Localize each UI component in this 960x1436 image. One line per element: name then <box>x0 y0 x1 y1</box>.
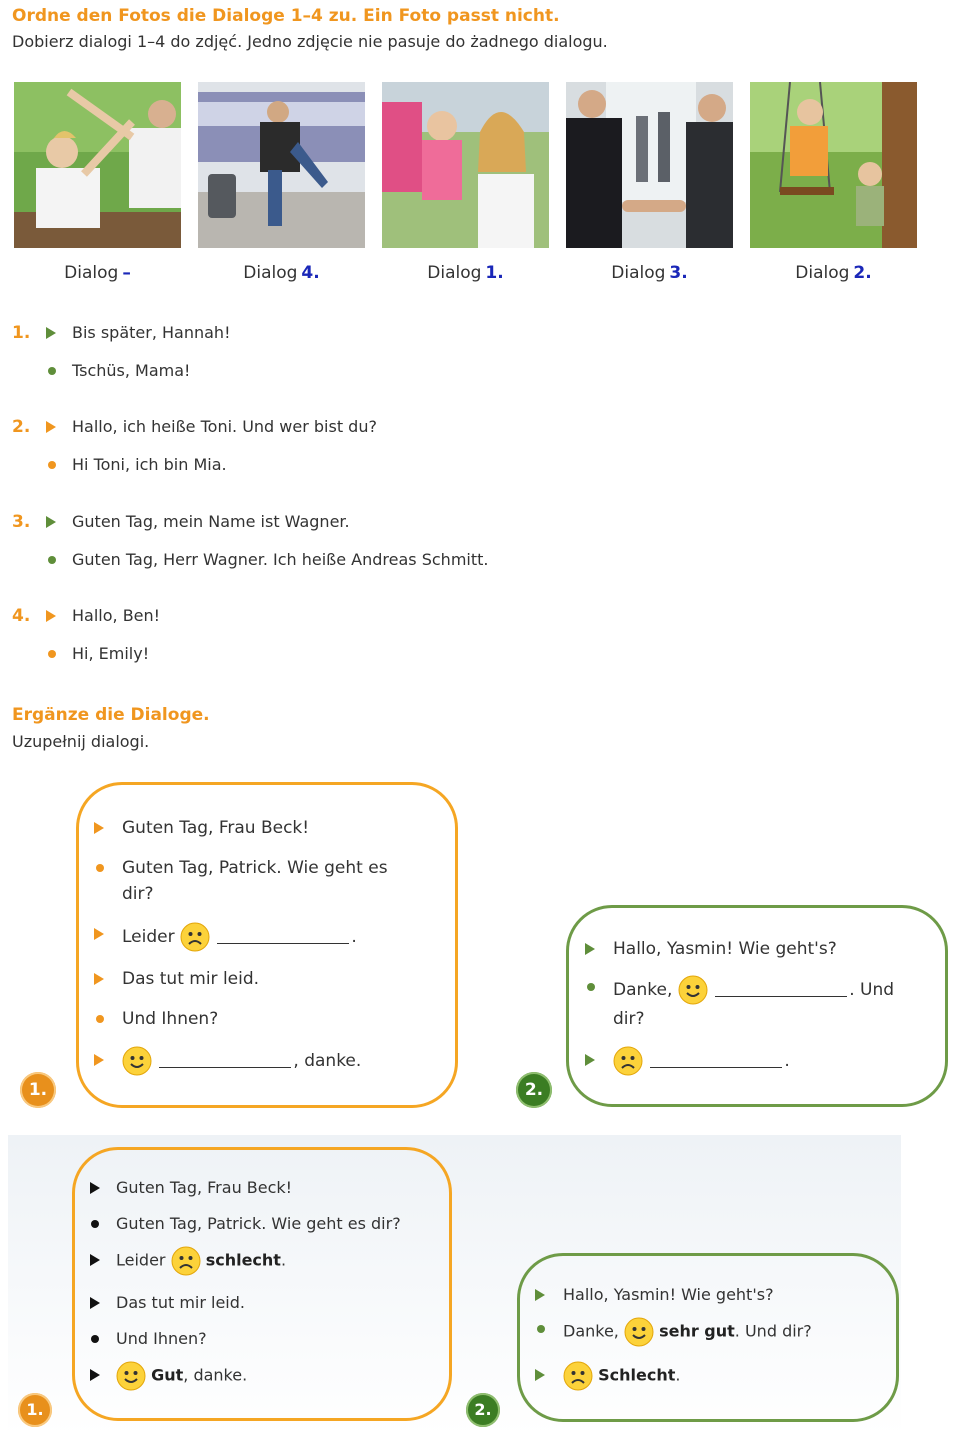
answer2-line-3: Schlecht. <box>563 1361 680 1391</box>
dialog-4-line-a: Hallo, Ben! <box>72 606 161 625</box>
photo-5-answer: 2. <box>853 263 872 283</box>
triangle-bullet-icon <box>585 943 597 955</box>
box-2-badge: 2. <box>516 1072 552 1108</box>
triangle-bullet-icon <box>585 1054 597 1066</box>
triangle-bullet-icon <box>46 610 58 622</box>
sad-face-icon <box>180 922 210 952</box>
dialog-3-line-a: Guten Tag, mein Name ist Wagner. <box>72 512 350 531</box>
answer-blank[interactable] <box>715 983 847 997</box>
happy-face-icon <box>678 975 708 1005</box>
box2-line-2a: Danke, . Und <box>613 975 894 1005</box>
answer1-line-2: Guten Tag, Patrick. Wie geht es dir? <box>116 1214 401 1233</box>
answer-sehr-gut: sehr gut <box>659 1321 735 1341</box>
dialog-3-line-b: Guten Tag, Herr Wagner. Ich heiße Andreas Schmitt. <box>72 550 489 569</box>
box2-line-2b: dir? <box>613 1009 645 1029</box>
photo-3-mother-child <box>382 82 549 248</box>
box2-line-3: . <box>613 1046 790 1076</box>
answer1-line-1: Guten Tag, Frau Beck! <box>116 1178 292 1197</box>
answer-blank[interactable] <box>159 1054 291 1068</box>
box1-line-3: Leider . <box>122 922 357 952</box>
answer-blank[interactable] <box>217 930 349 944</box>
photo-5-children-swing <box>750 82 917 248</box>
triangle-bullet-icon <box>94 822 106 834</box>
dot-bullet-icon <box>91 1220 103 1232</box>
answer-blank[interactable] <box>650 1054 782 1068</box>
dialog-3-number: 3. <box>12 512 31 532</box>
answer1-line-5: Und Ihnen? <box>116 1329 207 1348</box>
answer-schlecht-2: Schlecht <box>598 1365 676 1385</box>
box1-line-4: Das tut mir leid. <box>122 969 259 989</box>
dialog-1-number: 1. <box>12 323 31 343</box>
dialog-4-line-b: Hi, Emily! <box>72 644 150 663</box>
answer1-line-3: Leider schlecht. <box>116 1246 286 1276</box>
dot-bullet-icon <box>587 983 599 995</box>
answer1-line-4: Das tut mir leid. <box>116 1293 245 1312</box>
photo-3-answer: 1. <box>485 263 504 283</box>
answer-schlecht: schlecht <box>205 1250 281 1270</box>
triangle-bullet-icon <box>46 327 58 339</box>
triangle-bullet-icon <box>90 1369 102 1381</box>
answer2-line-2: Danke, sehr gut. Und dir? <box>563 1317 812 1347</box>
dot-bullet-icon <box>96 1015 108 1027</box>
photo-3-caption: Dialog 1. <box>427 263 504 283</box>
triangle-bullet-icon <box>94 1054 106 1066</box>
dot-bullet-icon <box>48 650 60 662</box>
box1-line-1: Guten Tag, Frau Beck! <box>122 818 309 838</box>
box1-line-5: Und Ihnen? <box>122 1009 218 1029</box>
triangle-bullet-icon <box>46 516 58 528</box>
box1-line-6: , danke. <box>122 1046 361 1076</box>
box1-line-2a: Guten Tag, Patrick. Wie geht es <box>122 858 388 878</box>
answer-box-2-badge: 2. <box>466 1393 500 1427</box>
dot-bullet-icon <box>48 556 60 568</box>
dialog-1-line-a: Bis später, Hannah! <box>72 323 231 342</box>
box-1-badge: 1. <box>20 1072 56 1108</box>
triangle-bullet-icon <box>535 1289 547 1301</box>
photo-2-answer: 4. <box>301 263 320 283</box>
triangle-bullet-icon <box>90 1182 102 1194</box>
happy-face-icon <box>624 1317 654 1347</box>
task2-title: Ergänze die Dialoge. <box>12 705 210 725</box>
triangle-bullet-icon <box>94 973 106 985</box>
photo-2-station-hug <box>198 82 365 248</box>
photo-1-waving-couple <box>14 82 181 248</box>
triangle-bullet-icon <box>535 1369 547 1381</box>
task2-subtitle: Uzupełnij dialogi. <box>12 732 150 751</box>
sad-face-icon <box>171 1246 201 1276</box>
sad-face-icon <box>613 1046 643 1076</box>
dialog-2-line-b: Hi Toni, ich bin Mia. <box>72 455 227 474</box>
photo-4-business-handshake <box>566 82 733 248</box>
triangle-bullet-icon <box>94 928 106 940</box>
dot-bullet-icon <box>537 1325 549 1337</box>
photo-1-answer: – <box>122 263 131 283</box>
answer-gut: Gut <box>151 1365 184 1385</box>
triangle-bullet-icon <box>46 421 58 433</box>
task1-title: Ordne den Fotos die Dialoge 1–4 zu. Ein Foto passt nicht. <box>12 6 560 26</box>
photo-4-answer: 3. <box>669 263 688 283</box>
task1-subtitle: Dobierz dialogi 1–4 do zdjęć. Jedno zdjęcie nie pasuje do żadnego dialogu. <box>12 32 608 51</box>
happy-face-icon <box>116 1361 146 1391</box>
answer2-line-1: Hallo, Yasmin! Wie geht's? <box>563 1285 774 1304</box>
dot-bullet-icon <box>48 461 60 473</box>
triangle-bullet-icon <box>90 1297 102 1309</box>
dialog-2-number: 2. <box>12 417 31 437</box>
sad-face-icon <box>563 1361 593 1391</box>
photo-2-caption: Dialog 4. <box>243 263 320 283</box>
photo-4-caption: Dialog 3. <box>611 263 688 283</box>
dot-bullet-icon <box>48 367 60 379</box>
triangle-bullet-icon <box>90 1254 102 1266</box>
exercise-box-2 <box>566 905 948 1107</box>
dialog-4-number: 4. <box>12 606 31 626</box>
dot-bullet-icon <box>96 864 108 876</box>
answer-box-1-badge: 1. <box>18 1393 52 1427</box>
dialog-1-line-b: Tschüs, Mama! <box>72 361 191 380</box>
box2-line-1: Hallo, Yasmin! Wie geht's? <box>613 939 837 959</box>
photo-1-caption: Dialog – <box>64 263 131 283</box>
dot-bullet-icon <box>91 1335 103 1347</box>
dialog-2-line-a: Hallo, ich heiße Toni. Und wer bist du? <box>72 417 377 436</box>
photo-5-caption: Dialog 2. <box>795 263 872 283</box>
answer1-line-6: Gut, danke. <box>116 1361 247 1391</box>
box1-line-2b: dir? <box>122 884 154 904</box>
happy-face-icon <box>122 1046 152 1076</box>
